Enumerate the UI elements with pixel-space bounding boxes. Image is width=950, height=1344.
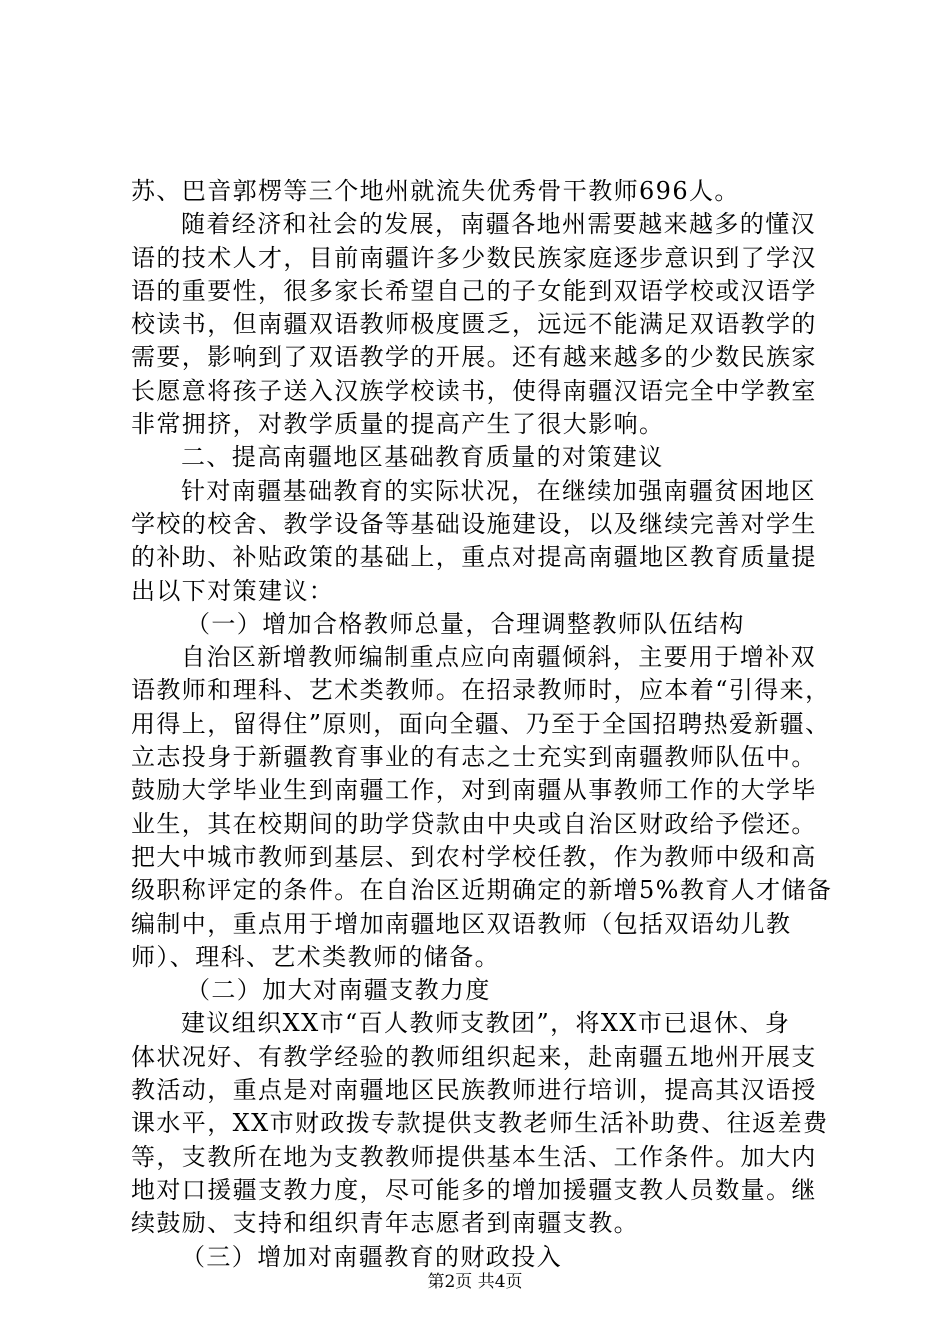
text-line: 级职称评定的条件。在自治区近期确定的新增5%教育人才储备 bbox=[131, 876, 833, 905]
text-line: 立志投身于新疆教育事业的有志之士充实到南疆教师队伍中。 bbox=[131, 743, 817, 772]
text-line: 等，支教所在地为支教教师提供基本生活、工作条件。加大内 bbox=[131, 1142, 817, 1171]
page-footer: 第2页 共4页 bbox=[427, 1272, 523, 1292]
text-line: 体状况好、有教学经验的教师组织起来，赴南疆五地州开展支 bbox=[131, 1042, 817, 1071]
text-line: 自治区新增教师编制重点应向南疆倾斜，主要用于增补双 bbox=[181, 643, 816, 672]
text-line: 出以下对策建议： bbox=[131, 576, 335, 605]
text-line: 校读书，但南疆双语教师极度匮乏，远远不能满足双语教学的 bbox=[131, 310, 817, 339]
text-line: 需要，影响到了双语教学的开展。还有越来越多的少数民族家 bbox=[131, 343, 817, 372]
subsection-heading: （三）增加对南疆教育的财政投入 bbox=[181, 1242, 562, 1271]
text-line: 教活动，重点是对南疆地区民族教师进行培训，提高其汉语授 bbox=[131, 1076, 817, 1105]
text-line: 地对口援疆支教力度，尽可能多的增加援疆支教人员数量。继 bbox=[131, 1175, 817, 1204]
text-line: 针对南疆基础教育的实际状况，在继续加强南疆贫困地区 bbox=[181, 476, 816, 505]
text-line: 学校的校舍、教学设备等基础设施建设，以及继续完善对学生 bbox=[131, 509, 817, 538]
text-line: 语教师和理科、艺术类教师。在招录教师时，应本着“引得来， bbox=[131, 676, 831, 705]
text-line: 语的技术人才，目前南疆许多少数民族家庭逐步意识到了学汉 bbox=[131, 243, 817, 272]
text-line: 的补助、补贴政策的基础上，重点对提高南疆地区教育质量提 bbox=[131, 543, 817, 572]
subsection-heading: （一）增加合格教师总量，合理调整教师队伍结构 bbox=[186, 609, 745, 638]
text-line: 语的重要性，很多家长希望自己的子女能到双语学校或汉语学 bbox=[131, 276, 817, 305]
text-line: 师）、理科、艺术类教师的储备。 bbox=[131, 942, 500, 971]
section-heading: 二、提高南疆地区基础教育质量的对策建议 bbox=[181, 443, 664, 472]
text-line: 用得上，留得住”原则，面向全疆、乃至于全国招聘热爱新疆、 bbox=[131, 709, 831, 738]
text-line: 编制中，重点用于增加南疆地区双语教师（包括双语幼儿教 bbox=[131, 909, 792, 938]
text-line: 建议组织XX市“百人教师支教团”，将XX市已退休、身 bbox=[181, 1009, 791, 1038]
text-line: 苏、巴音郭楞等三个地州就流失优秀骨干教师696人。 bbox=[131, 177, 740, 205]
text-line: 业生，其在校期间的助学贷款由中央或自治区财政给予偿还。 bbox=[131, 809, 817, 838]
text-line: 非常拥挤，对教学质量的提高产生了很大影响。 bbox=[131, 410, 665, 439]
text-line: 续鼓励、支持和组织青年志愿者到南疆支教。 bbox=[131, 1209, 639, 1238]
subsection-heading: （二）加大对南疆支教力度 bbox=[186, 976, 491, 1005]
body-text bbox=[131, 175, 846, 1274]
text-line: 长愿意将孩子送入汉族学校读书，使得南疆汉语完全中学教室 bbox=[131, 376, 817, 405]
text-line: 把大中城市教师到基层、到农村学校任教，作为教师中级和高 bbox=[131, 842, 817, 871]
text-line: 课水平，XX市财政拨专款提供支教老师生活补助费、往返差费 bbox=[131, 1109, 829, 1138]
text-line: 随着经济和社会的发展，南疆各地州需要越来越多的懂汉 bbox=[181, 210, 816, 239]
text-line: 鼓励大学毕业生到南疆工作，对到南疆从事教师工作的大学毕 bbox=[131, 776, 817, 805]
